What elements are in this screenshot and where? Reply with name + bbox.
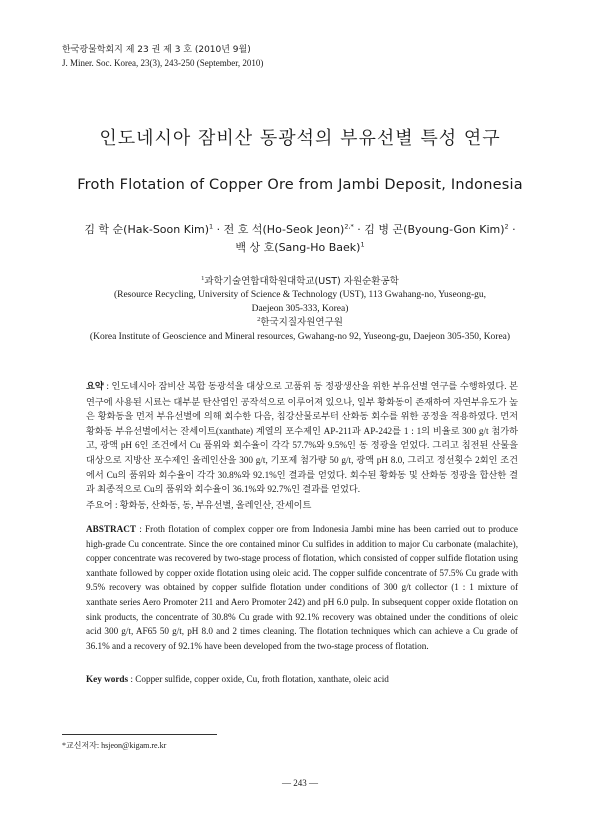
affiliation-1-english: (Resource Recycling, University of Science & Technology (UST), 113 Gwahang-no, Yuseong-gu, [113, 290, 487, 301]
affiliation-2-english: (Korea Institute of Geoscience and Mineral resources, Gwahang-no 92, Yuseong-gu, Daejeon 305-350, Korea) [89, 331, 511, 342]
corresponding-author-footnote: *교신저자: hsjeon@kigam.re.kr [62, 741, 167, 750]
journal-header-korean: 한국광물학회지 제 23 권 제 3 호 (2010년 9월) [62, 45, 251, 55]
abstract-korean [86, 379, 518, 497]
title-korean: 인도네시아 잠비산 동광석의 부유선별 특성 연구 [99, 128, 501, 149]
keywords-english-label: Key words [86, 674, 129, 684]
author-name: · 김 병 곤(Byoung-Gon Kim) [353, 223, 505, 236]
journal-header [62, 44, 263, 70]
affiliations [10, 275, 590, 344]
keywords-english-text: : Copper sulfide, copper oxide, Cu, froth flotation, xanthate, oleic acid [128, 674, 389, 684]
abstract-english-label: ABSTRACT [86, 524, 137, 534]
title-english: Froth Flotation of Copper Ore from Jambi Deposit, Indonesia [77, 177, 523, 193]
journal-header-english: J. Miner. Soc. Korea, 23(3), 243-250 (September, 2010) [62, 58, 264, 68]
author-line-1 [40, 221, 560, 239]
abstract-english-text: : Froth flotation of complex copper ore from Indonesia Jambi mine has been carried out to produce high-grade Cu concentrate. Since the ore contained minor Cu sulfides in addition to major Cu carbonate (malachite), copper concentrate was recovered by two-stage process of flotation, which consisted of copper sulfide flotation using xanthate followed by copper oxide flotation using oleic acid. The copper sulfide concentrate of 57.5% Cu grade with 9.5% recovery was obtained by copper sulfide flotation under conditions of 300 g/t collector (1 : 1 mixture of xanthate series Aero Promoter 211 and Aero Promoter 242) and pH 6.0 pulp. In subsequent copper oxide flotation on sink products, the concentrate of 30.8% Cu grade with 92.1% recovery was obtained under the conditions of oleic acid 300 g/t, AF65 50 g/t, pH 8.0 and 2 times cleaning. The flotation techniques which can achieve a Cu grade of 36.1% and a recovery of 92.1% have been developed from the two-stage process of flotation. [86, 524, 518, 651]
affiliation-1-english-cont: Daejeon 305-333, Korea) [251, 303, 349, 314]
author-affil-mark: 2,* [344, 222, 354, 231]
keywords-korean-text: : 황화동, 산화동, 동, 부유선별, 올레인산, 잔세이트 [112, 500, 312, 510]
author-affil-mark: 2 [504, 222, 509, 231]
footnote-divider [62, 734, 217, 735]
keywords-english [86, 674, 518, 684]
author-affil-mark: 1 [360, 240, 365, 249]
keywords-korean [86, 497, 518, 511]
author-list [40, 221, 560, 257]
affil-mark: 2 [257, 316, 261, 324]
abstract-korean-label: 요약 [86, 381, 104, 392]
author-line-2 [40, 239, 560, 257]
affiliation-2-korean: $^2$한국지질자원연구원 [257, 316, 343, 329]
author-affil-mark: 1 [209, 222, 214, 231]
keywords-korean-label: 주요어 [86, 500, 113, 511]
page-number: — 243 — [282, 778, 318, 788]
author-name: · 전 호 석(Ho-Seok Jeon) [213, 223, 345, 236]
affiliation-1-korean: $^1$과학기술연합대학원대학교(UST) 자원순환공학 [201, 274, 399, 287]
author-separator: · [508, 223, 516, 236]
author-name: 백 상 호(Sang-Ho Baek) [235, 241, 361, 254]
author-name: 김 학 순(Hak-Soon Kim) [84, 223, 210, 236]
abstract-english [86, 522, 518, 653]
affil-mark: 1 [201, 274, 205, 282]
abstract-korean-text: : 인도네시아 잠비산 복합 동광석을 대상으로 고품위 동 정광생산을 위한 부유선별 연구를 수행하였다. 본 연구에 사용된 시료는 대부분 탄산염인 공작석으로 이루어져 있으나, 일부 황화동이 존재하여 자연부유도가 높은 황화동을 먼저 부유선별에 의해 회수한 다음, 침강산물로부터 산화동 회수를 위한 공정을 적용하였다. 먼저 황화동 부유선별에서는 잔세이트(xanthate) 계열의 포수제인 AP-211과 AP-242를 1 : 1의 비율로 300 g/t 첨가하고, 광액 pH 6인 조건에서 Cu 품위와 회수율이 각각 57.7%와 9.5%인 동 정광을 얻었다. 그리고 침전된 산물을 대상으로 지방산 포수제인 올레인산을 300 g/t, 기포제 첨가량 50 g/t, 광액 pH 8.0, 그리고 정선횟수 2회인 조건에서 Cu의 품위와 회수율이 각각 30.8%와 92.1%인 결과를 얻었다. 회수된 황화동 및 산화동 정광을 합산한 결과 최종적으로 Cu의 품위와 회수율이 36.1%와 92.7%인 결과를 얻었다. [86, 381, 518, 495]
